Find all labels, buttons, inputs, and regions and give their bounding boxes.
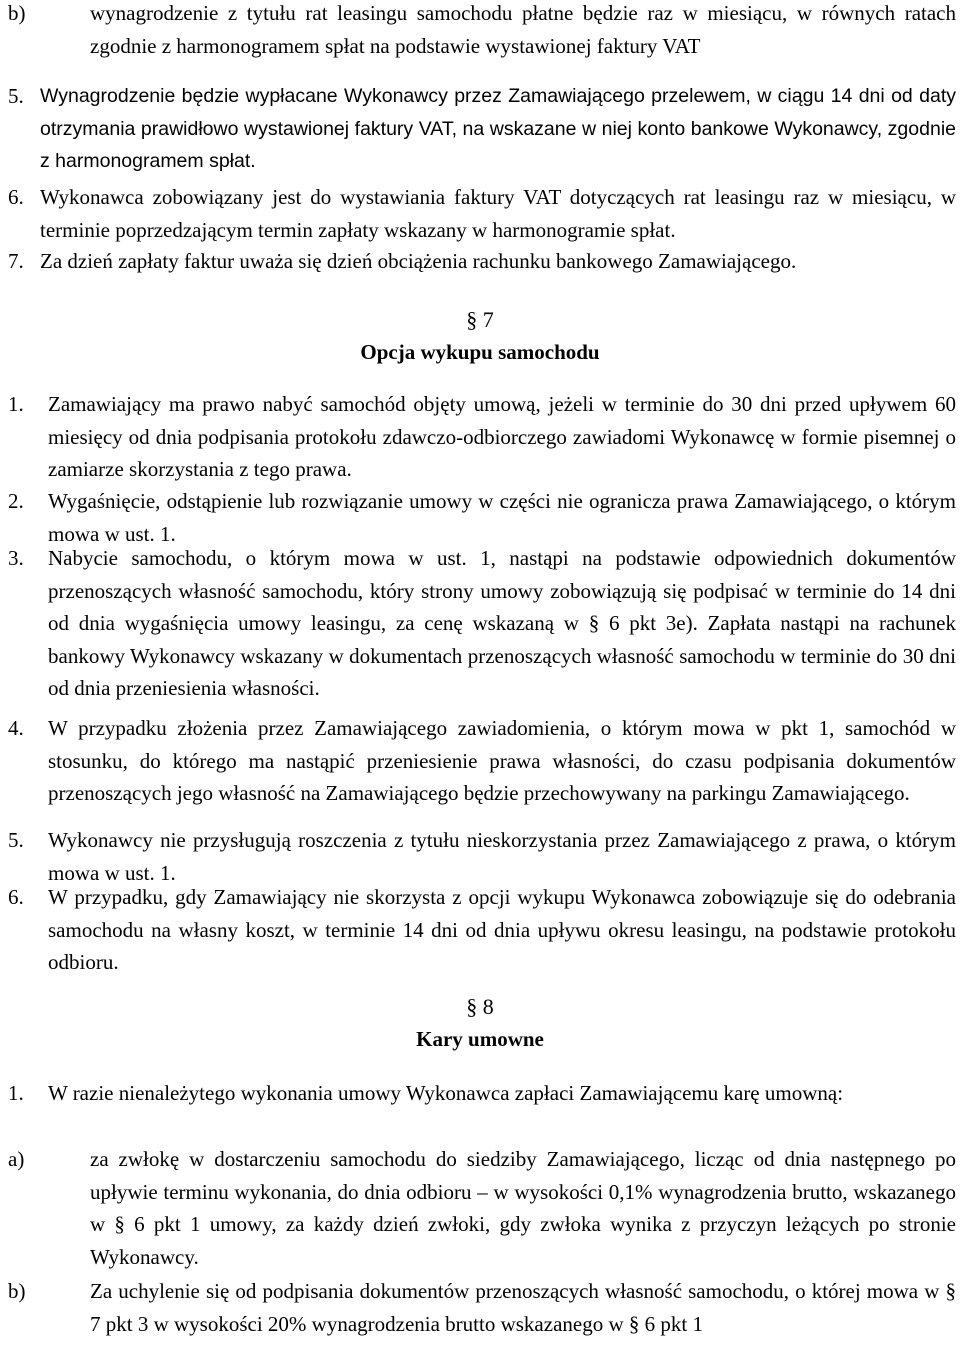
item-text: za zwłokę w dostarczeniu samochodu do siedziby Zamawiającego, licząc od dnia następnego po upływie terminu wykonania, do dnia odbioru – w wysokości 0,1% wynagrodzenia brutto, wskazanego w § 6 pkt 1 umowy, za każdy dzień zwłoki, gdy zwłoka wynika z przyczyn leżących po stronie Wykonawcy. — [90, 1147, 956, 1269]
item-text: Za uchylenie się od podpisania dokumentów przenoszących własność samochodu, o której mowa w § 7 pkt 3 w wysokości 20% wynagrodzenia brutto wskazanego w § 6 pkt 1 — [90, 1279, 956, 1336]
section-heading — [0, 991, 960, 1055]
item-text: Nabycie samochodu, o którym mowa w ust. 1, nastąpi na podstawie odpowiednich dokumentów przenoszących własność samochodu, który strony umowy zobowiązują się podpisać w terminie do 14 dni od dnia wygaśnięcia umowy leasingu, za cenę wskazaną w § 6 pkt 3e). Zapłata nastąpi na rachunek bankowy Wykonawcy wskazany w dokumentach przenoszących własność samochodu w terminie do 30 dni od dnia przeniesienia własności. — [48, 546, 956, 700]
item-text: W przypadku, gdy Zamawiający nie skorzysta z opcji wykupu Wykonawca zobowiązuje się do odebrania samochodu na własny koszt, w terminie 14 dni od dnia upływu okresu leasingu, na podstawie protokołu odbioru. — [48, 885, 956, 974]
section-heading — [0, 304, 960, 368]
item-number: 7. — [8, 249, 24, 273]
item-text: Wynagrodzenie będzie wypłacane Wykonawcy przez Zamawiającego przelewem, w ciągu 14 dni od daty otrzymania prawidłowo wystawionej faktury VAT, na wskazane w niej konto bankowe Wykonawcy, zgodnie z harmonogramem spłat. — [40, 85, 956, 172]
item-number: 4. — [8, 716, 24, 740]
list-item — [8, 824, 956, 889]
item-text: Za dzień zapłaty faktur uważa się dzień obciążenia rachunku bankowego Zamawiającego. — [40, 249, 797, 273]
list-item — [8, 181, 956, 246]
list-item — [8, 712, 956, 810]
item-text: Wykonawcy nie przysługują roszczenia z tytułu nieskorzystania przez Zamawiającego z prawa, o którym mowa w ust. 1. — [48, 828, 956, 885]
item-number: 3. — [8, 546, 24, 570]
list-item — [8, 1077, 956, 1110]
item-number: 1. — [8, 1081, 24, 1105]
list-item — [8, 80, 956, 178]
list-item — [8, 485, 956, 550]
item-text: W przypadku złożenia przez Zamawiającego zawiadomienia, o którym mowa w pkt 1, samochód w stosunku, do którego ma nastąpić przeniesienie prawa własności, do czasu podpisania dokumentów przenoszących jego własność na Zamawiającego będzie przechowywany na parkingu Zamawiającego. — [48, 716, 956, 805]
section-title: Opcja wykupu samochodu — [360, 340, 600, 364]
list-item — [8, 1275, 956, 1340]
item-number: a) — [8, 1147, 25, 1171]
item-number: 6. — [8, 185, 24, 209]
section-number: § 8 — [466, 994, 494, 1019]
item-text: Wygaśnięcie, odstąpienie lub rozwiązanie umowy w części nie ogranicza prawa Zamawiającego, o którym mowa w ust. 1. — [48, 489, 956, 546]
item-number: b) — [8, 1, 26, 25]
list-item — [8, 542, 956, 705]
item-number: b) — [8, 1279, 26, 1303]
item-text: Wykonawca zobowiązany jest do wystawiania faktury VAT dotyczących rat leasingu raz w miesiącu, w terminie poprzedzającym termin zapłaty wskazany w harmonogramie spłat. — [40, 185, 956, 242]
section-title: Kary umowne — [416, 1027, 544, 1051]
section-number: § 7 — [466, 307, 494, 332]
item-number: 1. — [8, 392, 24, 416]
item-number: 5. — [8, 828, 24, 852]
item-text: W razie nienależytego wykonania umowy Wykonawca zapłaci Zamawiającemu karę umowną: — [48, 1081, 844, 1105]
item-number: 6. — [8, 885, 24, 909]
list-item — [8, 881, 956, 979]
item-text: wynagrodzenie z tytułu rat leasingu samochodu płatne będzie raz w miesiącu, w równych ratach zgodnie z harmonogramem spłat na podstawie wystawionej faktury VAT — [90, 1, 956, 58]
item-number: 5. — [8, 84, 24, 108]
item-number: 2. — [8, 489, 24, 513]
list-item — [8, 388, 956, 486]
list-item — [8, 0, 956, 62]
list-item — [8, 245, 956, 278]
item-text: Zamawiający ma prawo nabyć samochód objęty umową, jeżeli w terminie do 30 dni przed upływem 60 miesięcy od dnia podpisania protokołu zdawczo-odbiorczego zawiadomi Wykonawcę w formie pisemnej o zamiarze skorzystania z tego prawa. — [48, 392, 956, 481]
list-item — [8, 1143, 956, 1273]
